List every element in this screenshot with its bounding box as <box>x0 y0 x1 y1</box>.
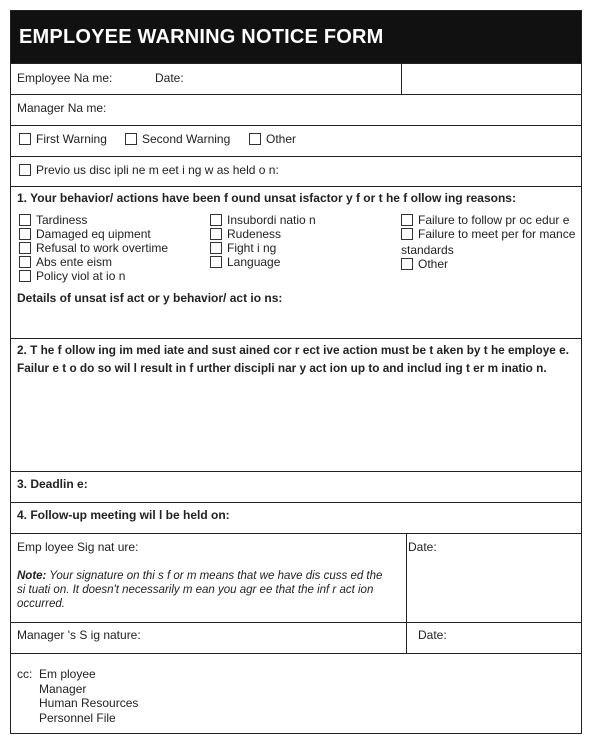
fighting-checkbox[interactable] <box>210 242 222 254</box>
note-line1: Your signature on thi s f or m means that we have dis cuss ed the <box>46 570 383 582</box>
warning-notice-form <box>10 10 582 734</box>
followup-label: 4. Follow-up meeting wil l be held on: <box>17 508 230 522</box>
damaged-equipment-checkbox[interactable] <box>19 228 31 240</box>
manager-signature-date-label: Date: <box>418 628 447 642</box>
reason-fighting[interactable] <box>210 241 276 255</box>
failure-meet-performance-checkbox[interactable] <box>401 228 413 240</box>
column-divider <box>406 534 407 622</box>
reason-label: Fight i ng <box>227 241 277 255</box>
reason-rudeness[interactable] <box>210 227 281 241</box>
failure-follow-procedure-checkbox[interactable] <box>401 214 413 226</box>
reason-language[interactable] <box>210 255 280 269</box>
insubordination-checkbox[interactable] <box>210 214 222 226</box>
manager-name-row <box>11 94 581 125</box>
note-line3: occurred. <box>17 598 65 610</box>
warning-type-row <box>11 125 581 156</box>
cc-item: Em ployee <box>39 667 96 681</box>
reason-policy-violation[interactable] <box>19 269 125 283</box>
other-reason-checkbox[interactable] <box>401 258 413 270</box>
second-warning-label: Second Warning <box>142 132 231 146</box>
other-warning-label: Other <box>266 132 297 146</box>
followup-row <box>11 502 581 533</box>
note-line2: si tuati on. It doesn't necessarily m ean you agr ee that the inf r act ion <box>17 584 374 596</box>
reason-label: Refusal to work overtime <box>36 241 169 255</box>
employee-name-row <box>11 63 581 94</box>
reason-failure-follow-procedure[interactable] <box>401 213 569 227</box>
reason-label: Insubordi natio n <box>227 213 316 227</box>
previous-discipline-row <box>11 156 581 186</box>
refusal-overtime-checkbox[interactable] <box>19 242 31 254</box>
manager-signature-label: Manager 's S ig nature: <box>17 628 141 642</box>
cc-item: Manager <box>39 681 87 696</box>
employee-signature-row <box>11 533 581 622</box>
deadline-label: 3. Deadlin e: <box>17 477 88 491</box>
reason-label: Other <box>418 257 449 271</box>
reasons-section <box>11 186 581 338</box>
other-warning-checkbox[interactable] <box>249 133 261 145</box>
corrective-action-section <box>11 338 581 471</box>
signature-note <box>17 569 405 611</box>
reason-label: Tardiness <box>36 213 88 227</box>
reason-label: Failure to follow pr oc edur e <box>418 213 570 227</box>
first-warning-option[interactable] <box>19 132 107 146</box>
deadline-row <box>11 471 581 502</box>
manager-name-label: Manager Na me: <box>17 101 107 115</box>
absenteeism-checkbox[interactable] <box>19 256 31 268</box>
cc-section <box>11 653 581 733</box>
second-warning-checkbox[interactable] <box>125 133 137 145</box>
reason-label: Language <box>227 255 281 269</box>
reason-tardiness[interactable] <box>19 213 87 227</box>
first-warning-label: First Warning <box>36 132 107 146</box>
previous-discipline-checkbox[interactable] <box>19 164 31 176</box>
rudeness-checkbox[interactable] <box>210 228 222 240</box>
reasons-heading: 1. Your behavior/ actions have been f ound unsat isfactor y f or t he f ollow ing reasons: <box>17 191 516 205</box>
corrective-action-line1: 2. T he f ollow ing im med iate and sust ained cor r ect ive action must be t aken by t he employe e. <box>17 343 569 357</box>
corrective-action-line2: Failur e t o do so wil l result in f urther discipli nar y act ion up to and includ ing t er m inatio n. <box>17 361 547 375</box>
date-label: Date: <box>155 71 184 85</box>
previous-discipline-option[interactable] <box>19 163 279 177</box>
tardiness-checkbox[interactable] <box>19 214 31 226</box>
language-checkbox[interactable] <box>210 256 222 268</box>
policy-violation-checkbox[interactable] <box>19 270 31 282</box>
previous-discipline-label: Previo us disc ipli ne m eet i ng w as held o n: <box>36 163 279 177</box>
second-warning-option[interactable] <box>125 132 230 146</box>
form-title: EMPLOYEE WARNING NOTICE FORM <box>11 11 581 63</box>
cc-label: cc: <box>17 667 33 681</box>
column-divider <box>401 64 402 94</box>
reason-insubordination[interactable] <box>210 213 316 227</box>
employee-name-label: Employee Na me: <box>17 71 113 85</box>
column-divider <box>406 623 407 653</box>
reason-absenteeism[interactable] <box>19 255 112 269</box>
cc-list <box>39 667 138 725</box>
reason-label: Policy viol at io n <box>36 269 126 283</box>
reason-refusal-overtime[interactable] <box>19 241 168 255</box>
reason-label-continuation: standards <box>401 243 454 257</box>
reason-failure-meet-performance[interactable] <box>401 227 575 241</box>
employee-signature-label: Emp loyee Sig nat ure: <box>17 540 139 554</box>
signature-date-label: Date: <box>408 540 437 554</box>
reason-label: Damaged eq uipment <box>36 227 151 241</box>
other-warning-option[interactable] <box>249 132 296 146</box>
reason-label: Abs ente eism <box>36 255 113 269</box>
manager-signature-row <box>11 622 581 653</box>
note-bold-label: Note: <box>17 570 47 582</box>
reason-label: Rudeness <box>227 227 282 241</box>
reason-other[interactable] <box>401 257 448 271</box>
cc-item: Personnel File <box>39 710 116 725</box>
details-label: Details of unsat isf act or y behavior/ act io ns: <box>17 291 283 305</box>
reason-label: Failure to meet per for mance <box>418 227 576 241</box>
reason-damaged-equipment[interactable] <box>19 227 151 241</box>
cc-item: Human Resources <box>39 696 139 710</box>
first-warning-checkbox[interactable] <box>19 133 31 145</box>
